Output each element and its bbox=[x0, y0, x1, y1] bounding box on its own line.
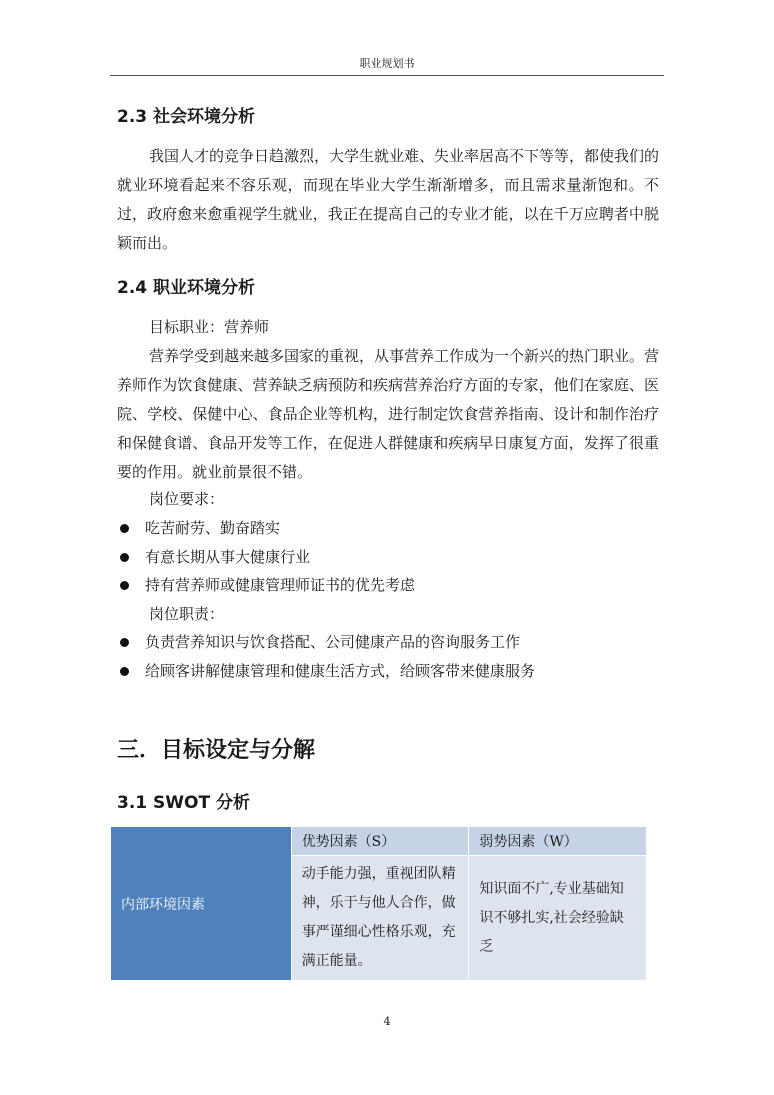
chapter-heading-3: 三．目标设定与分解 bbox=[117, 738, 316, 763]
table-row bbox=[111, 827, 647, 856]
strengths-cell: 动手能力强，重视团队精神，乐于与他人合作，做事严谨细心性格乐观，充满正能量。 bbox=[291, 856, 469, 981]
list-item-text: 有意长期从事大健康行业 bbox=[145, 548, 311, 566]
header-divider bbox=[110, 75, 664, 76]
bullet-dot-icon bbox=[120, 667, 129, 676]
page-header: 职业规划书 bbox=[359, 57, 415, 70]
paragraph-social-environment: 我国人才的竞争日趋激烈，大学生就业难、失业率居高不下等等，都使我们的就业环境看起来不容乐观，而现在毕业大学生渐渐增多，而且需求量渐饱和。不过，政府愈来愈重视学生就业，我正在提高自己的专业才能，以在千万应聘者中脱颖而出。 bbox=[117, 147, 660, 252]
strengths-header: 优势因素（S） bbox=[291, 827, 469, 856]
section-heading-3-1: 3.1 SWOT 分析 bbox=[117, 793, 250, 813]
section-heading-2-4: 2.4 职业环境分析 bbox=[117, 278, 256, 298]
list-item-text: 吃苦耐劳、勤奋踏实 bbox=[145, 519, 281, 537]
paragraph-career-environment: 营养学受到越来越多国家的重视，从事营养工作成为一个新兴的热门职业。营养师作为饮食健康、营养缺乏病预防和疾病营养治疗方面的专家，他们在家庭、医院、学校、保健中心、食品企业等机构，进行制定饮食营养指南、设计和制作治疗和保健食谱、食品开发等工作，在促进人群健康和疾病早日康复方面，发挥了很重要的作用。就业前景很不错。 bbox=[117, 347, 660, 481]
bullet-dot-icon bbox=[120, 553, 129, 562]
swot-table bbox=[110, 826, 647, 981]
page-number: 4 bbox=[383, 1015, 391, 1028]
weaknesses-header: 弱势因素（W） bbox=[469, 827, 647, 856]
list-item-text: 给顾客讲解健康管理和健康生活方式，给顾客带来健康服务 bbox=[145, 662, 536, 680]
bullet-dot-icon bbox=[120, 524, 129, 533]
list-item-text: 持有营养师或健康管理师证书的优先考虑 bbox=[145, 576, 416, 594]
duties-label: 岗位职责： bbox=[149, 605, 225, 623]
requirements-label: 岗位要求： bbox=[149, 490, 225, 508]
section-heading-2-3: 2.3 社会环境分析 bbox=[117, 107, 256, 127]
target-career: 目标职业：营养师 bbox=[149, 318, 270, 336]
bullet-dot-icon bbox=[120, 638, 129, 647]
list-item-text: 负责营养知识与饮食搭配、公司健康产品的咨询服务工作 bbox=[145, 633, 521, 651]
bullet-dot-icon bbox=[120, 581, 129, 590]
weaknesses-cell: 知识面不广,专业基础知识不够扎实,社会经验缺乏 bbox=[469, 856, 647, 981]
row-label-internal: 内部环境因素 bbox=[111, 827, 292, 981]
